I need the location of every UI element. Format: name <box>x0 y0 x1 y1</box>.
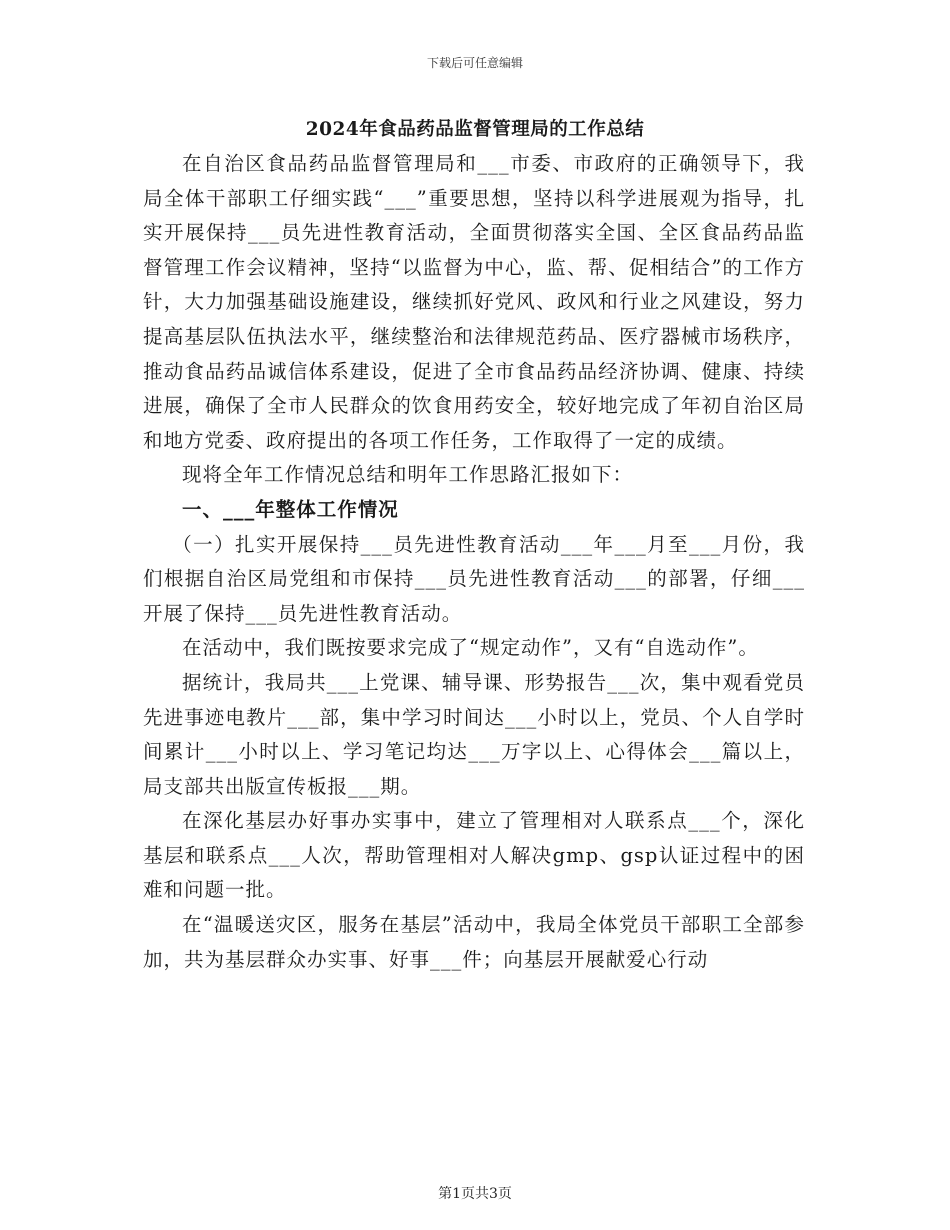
header-note: 下载后可任意编辑 <box>426 56 523 70</box>
document-title: 2024年食品药品监督管理局的工作总结 <box>305 119 645 140</box>
subsection-1: （一）扎实开展保持___员先进性教育活动___年___月至___月份，我们根据自治区局党组和市保持___员先进性教育活动___的部署，仔细___开展了保持___员先进性教育活动。 <box>143 532 805 625</box>
paragraph-grassroots: 在深化基层办好事办实事中，建立了管理相对人联系点___个，深化基层和联系点___人次，帮助管理相对人解决gmp、gsp认证过程中的困难和问题一批。 <box>143 809 805 902</box>
page-footer: 第1页共3页 <box>438 1186 512 1202</box>
paragraph-activity: 在活动中，我们既按要求完成了“规定动作”，又有“自选动作”。 <box>182 636 759 660</box>
paragraph-report-lead: 现将全年工作情况总结和明年工作思路汇报如下： <box>182 463 634 487</box>
document-body <box>143 147 805 977</box>
section-heading-1: 一、___年整体工作情况 <box>182 497 399 521</box>
paragraph-statistics: 据统计，我局共___上党课、辅导课、形势报告___次，集中观看党员先进事迹电教片___部，集中学习时间达___小时以上，党员、个人自学时间累计___小时以上、学习笔记均达___万字以上、心得体会___篇以上，局支部共出版宣传板报___期。 <box>143 670 805 798</box>
paragraph-disaster-relief: 在“温暖送灾区，服务在基层”活动中，我局全体党员干部职工全部参加，共为基层群众办实事、好事___件；向基层开展献爱心行动 <box>143 913 805 971</box>
paragraph-intro: 在自治区食品药品监督管理局和___市委、市政府的正确领导下，我局全体干部职工仔细实践“___”重要思想，坚持以科学进展观为指导，扎实开展保持___员先进性教育活动，全面贯彻落实全国、全区食品药品监督管理工作会议精神，坚持“以监督为中心，监、帮、促相结合”的工作方针，大力加强基础设施建设，继续抓好党风、政风和行业之风建设，努力提高基层队伍执法水平，继续整治和法律规范药品、医疗器械市场秩序，推动食品药品诚信体系建设，促进了全市食品药品经济协调、健康、持续进展，确保了全市人民群众的饮食用药安全，较好地完成了年初自治区局和地方党委、政府提出的各项工作任务，工作取得了一定的成绩。 <box>143 152 805 452</box>
